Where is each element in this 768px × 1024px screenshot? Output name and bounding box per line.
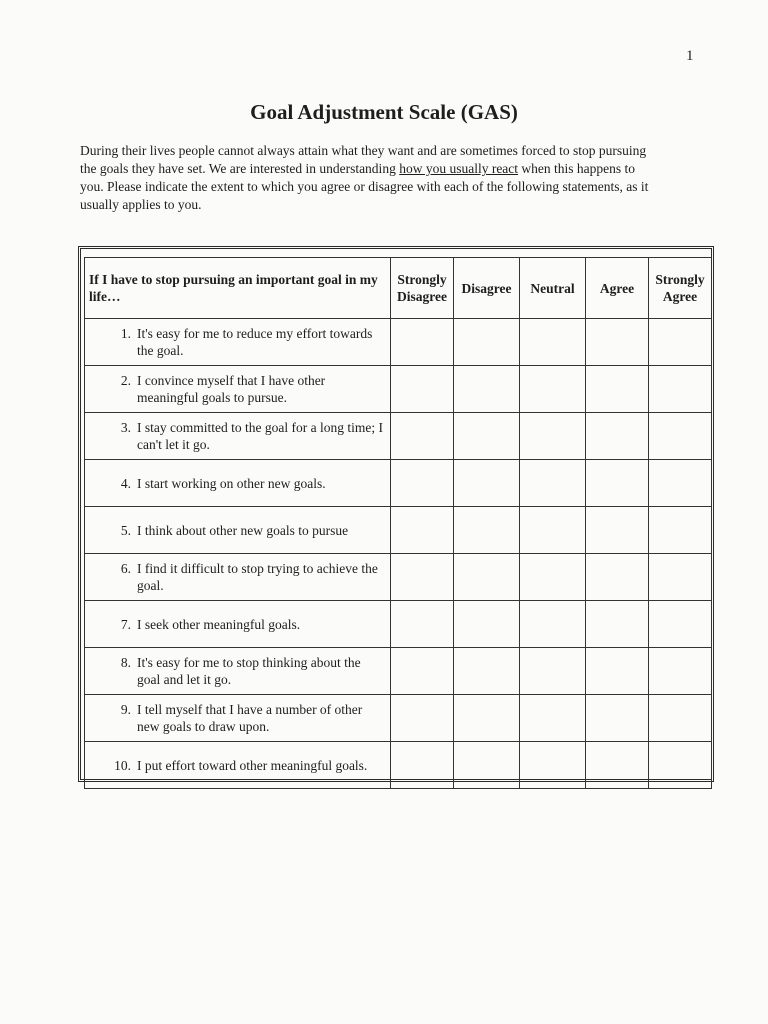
response-cell-agree[interactable] <box>586 319 649 366</box>
instructions-paragraph <box>80 142 660 214</box>
response-cell-agree[interactable] <box>586 413 649 460</box>
instructions-underlined-text: how you usually react <box>399 161 519 176</box>
table-row <box>85 601 712 648</box>
item-cell <box>85 695 391 742</box>
scale-table-body <box>85 319 712 789</box>
table-row <box>85 366 712 413</box>
item-text: I start working on other new goals. <box>137 475 326 491</box>
item-statement <box>85 654 390 688</box>
response-cell-strongly-agree[interactable] <box>649 648 712 695</box>
response-cell-disagree[interactable] <box>454 742 520 789</box>
response-cell-agree[interactable] <box>586 695 649 742</box>
scale-table-frame <box>78 246 714 782</box>
response-cell-neutral[interactable] <box>520 507 586 554</box>
item-text: I convince myself that I have other meaningful goals to pursue. <box>137 373 326 405</box>
item-statement <box>85 475 390 492</box>
item-text: I think about other new goals to pursue <box>137 522 349 538</box>
response-cell-strongly-agree[interactable] <box>649 695 712 742</box>
response-cell-strongly-agree[interactable] <box>649 413 712 460</box>
item-text: I put effort toward other meaningful goals. <box>137 757 368 773</box>
scale-table <box>84 257 712 789</box>
item-number: 7. <box>120 616 131 632</box>
header-row <box>85 258 712 319</box>
item-statement <box>85 372 390 406</box>
response-cell-neutral[interactable] <box>520 648 586 695</box>
response-cell-neutral[interactable] <box>520 319 586 366</box>
item-cell <box>85 507 391 554</box>
column-header-agree: Agree <box>586 258 649 319</box>
item-statement <box>85 325 390 359</box>
response-cell-neutral[interactable] <box>520 554 586 601</box>
item-number: 5. <box>120 522 131 538</box>
response-cell-strongly-disagree[interactable] <box>391 601 454 648</box>
response-cell-disagree[interactable] <box>454 507 520 554</box>
column-header-neutral: Neutral <box>520 258 586 319</box>
item-cell <box>85 366 391 413</box>
response-cell-strongly-agree[interactable] <box>649 554 712 601</box>
item-number: 3. <box>120 420 131 435</box>
response-cell-neutral[interactable] <box>520 695 586 742</box>
response-cell-neutral[interactable] <box>520 742 586 789</box>
response-cell-strongly-disagree[interactable] <box>391 742 454 789</box>
table-row <box>85 648 712 695</box>
item-statement <box>85 522 390 539</box>
item-cell <box>85 413 391 460</box>
response-cell-strongly-agree[interactable] <box>649 366 712 413</box>
item-cell <box>85 648 391 695</box>
item-statement <box>85 701 390 735</box>
response-cell-strongly-disagree[interactable] <box>391 366 454 413</box>
item-number: 2. <box>120 373 131 388</box>
item-cell <box>85 460 391 507</box>
response-cell-strongly-disagree[interactable] <box>391 319 454 366</box>
response-cell-agree[interactable] <box>586 648 649 695</box>
response-cell-strongly-disagree[interactable] <box>391 507 454 554</box>
response-cell-disagree[interactable] <box>454 460 520 507</box>
response-cell-strongly-agree[interactable] <box>649 601 712 648</box>
item-number: 8. <box>120 655 131 670</box>
response-cell-strongly-agree[interactable] <box>649 460 712 507</box>
response-cell-neutral[interactable] <box>520 601 586 648</box>
item-text: It's easy for me to stop thinking about the goal and let it go. <box>137 655 361 687</box>
item-text: It's easy for me to reduce my effort towards the goal. <box>137 326 373 358</box>
item-cell <box>85 601 391 648</box>
response-cell-agree[interactable] <box>586 366 649 413</box>
table-row <box>85 460 712 507</box>
response-cell-neutral[interactable] <box>520 413 586 460</box>
response-cell-strongly-disagree[interactable] <box>391 413 454 460</box>
response-cell-disagree[interactable] <box>454 319 520 366</box>
response-cell-agree[interactable] <box>586 507 649 554</box>
response-cell-strongly-agree[interactable] <box>649 507 712 554</box>
response-cell-disagree[interactable] <box>454 366 520 413</box>
response-cell-neutral[interactable] <box>520 460 586 507</box>
response-cell-disagree[interactable] <box>454 648 520 695</box>
table-row <box>85 319 712 366</box>
response-cell-strongly-disagree[interactable] <box>391 648 454 695</box>
item-statement <box>85 616 390 633</box>
response-cell-agree[interactable] <box>586 742 649 789</box>
page-title: Goal Adjustment Scale (GAS) <box>250 100 518 124</box>
column-header-strongly-disagree: Strongly Disagree <box>391 258 454 319</box>
response-cell-disagree[interactable] <box>454 695 520 742</box>
item-number: 10. <box>114 757 131 773</box>
response-cell-strongly-agree[interactable] <box>649 742 712 789</box>
page-number: 1 <box>686 48 694 64</box>
response-cell-strongly-disagree[interactable] <box>391 554 454 601</box>
item-number: 9. <box>120 702 131 717</box>
response-cell-strongly-disagree[interactable] <box>391 695 454 742</box>
item-text: I stay committed to the goal for a long time; I can't let it go. <box>137 420 383 452</box>
item-statement <box>85 757 390 774</box>
table-row <box>85 742 712 789</box>
response-cell-agree[interactable] <box>586 601 649 648</box>
response-cell-disagree[interactable] <box>454 413 520 460</box>
table-row <box>85 413 712 460</box>
response-cell-neutral[interactable] <box>520 366 586 413</box>
item-text: I find it difficult to stop trying to achieve the goal. <box>137 561 378 593</box>
response-cell-agree[interactable] <box>586 554 649 601</box>
instructions-text-end: when this happens to you. Please indicate the extent to which you agree or disagree with each of the following statements, as it usually applies to you. <box>80 161 649 212</box>
column-header-disagree: Disagree <box>454 258 520 319</box>
table-row <box>85 695 712 742</box>
item-text: I tell myself that I have a number of other new goals to draw upon. <box>137 702 363 734</box>
instructions-text-start: During their lives people cannot always attain what they want and are sometimes forced to stop pursuing the goals they have set. We are interested in understanding <box>80 143 647 176</box>
item-number: 6. <box>120 561 131 576</box>
item-text: I seek other meaningful goals. <box>137 616 301 632</box>
item-cell <box>85 742 391 789</box>
column-header-strongly-agree: Strongly Agree <box>649 258 712 319</box>
item-statement <box>85 560 390 594</box>
table-row <box>85 507 712 554</box>
column-header-stem: If I have to stop pursuing an important goal in my life… <box>85 258 391 319</box>
response-cell-disagree[interactable] <box>454 554 520 601</box>
response-cell-agree[interactable] <box>586 460 649 507</box>
response-cell-strongly-agree[interactable] <box>649 319 712 366</box>
table-row <box>85 554 712 601</box>
item-statement <box>85 419 390 453</box>
item-cell <box>85 554 391 601</box>
response-cell-disagree[interactable] <box>454 601 520 648</box>
response-cell-strongly-disagree[interactable] <box>391 460 454 507</box>
item-number: 1. <box>120 326 131 341</box>
item-number: 4. <box>120 475 131 491</box>
item-cell <box>85 319 391 366</box>
